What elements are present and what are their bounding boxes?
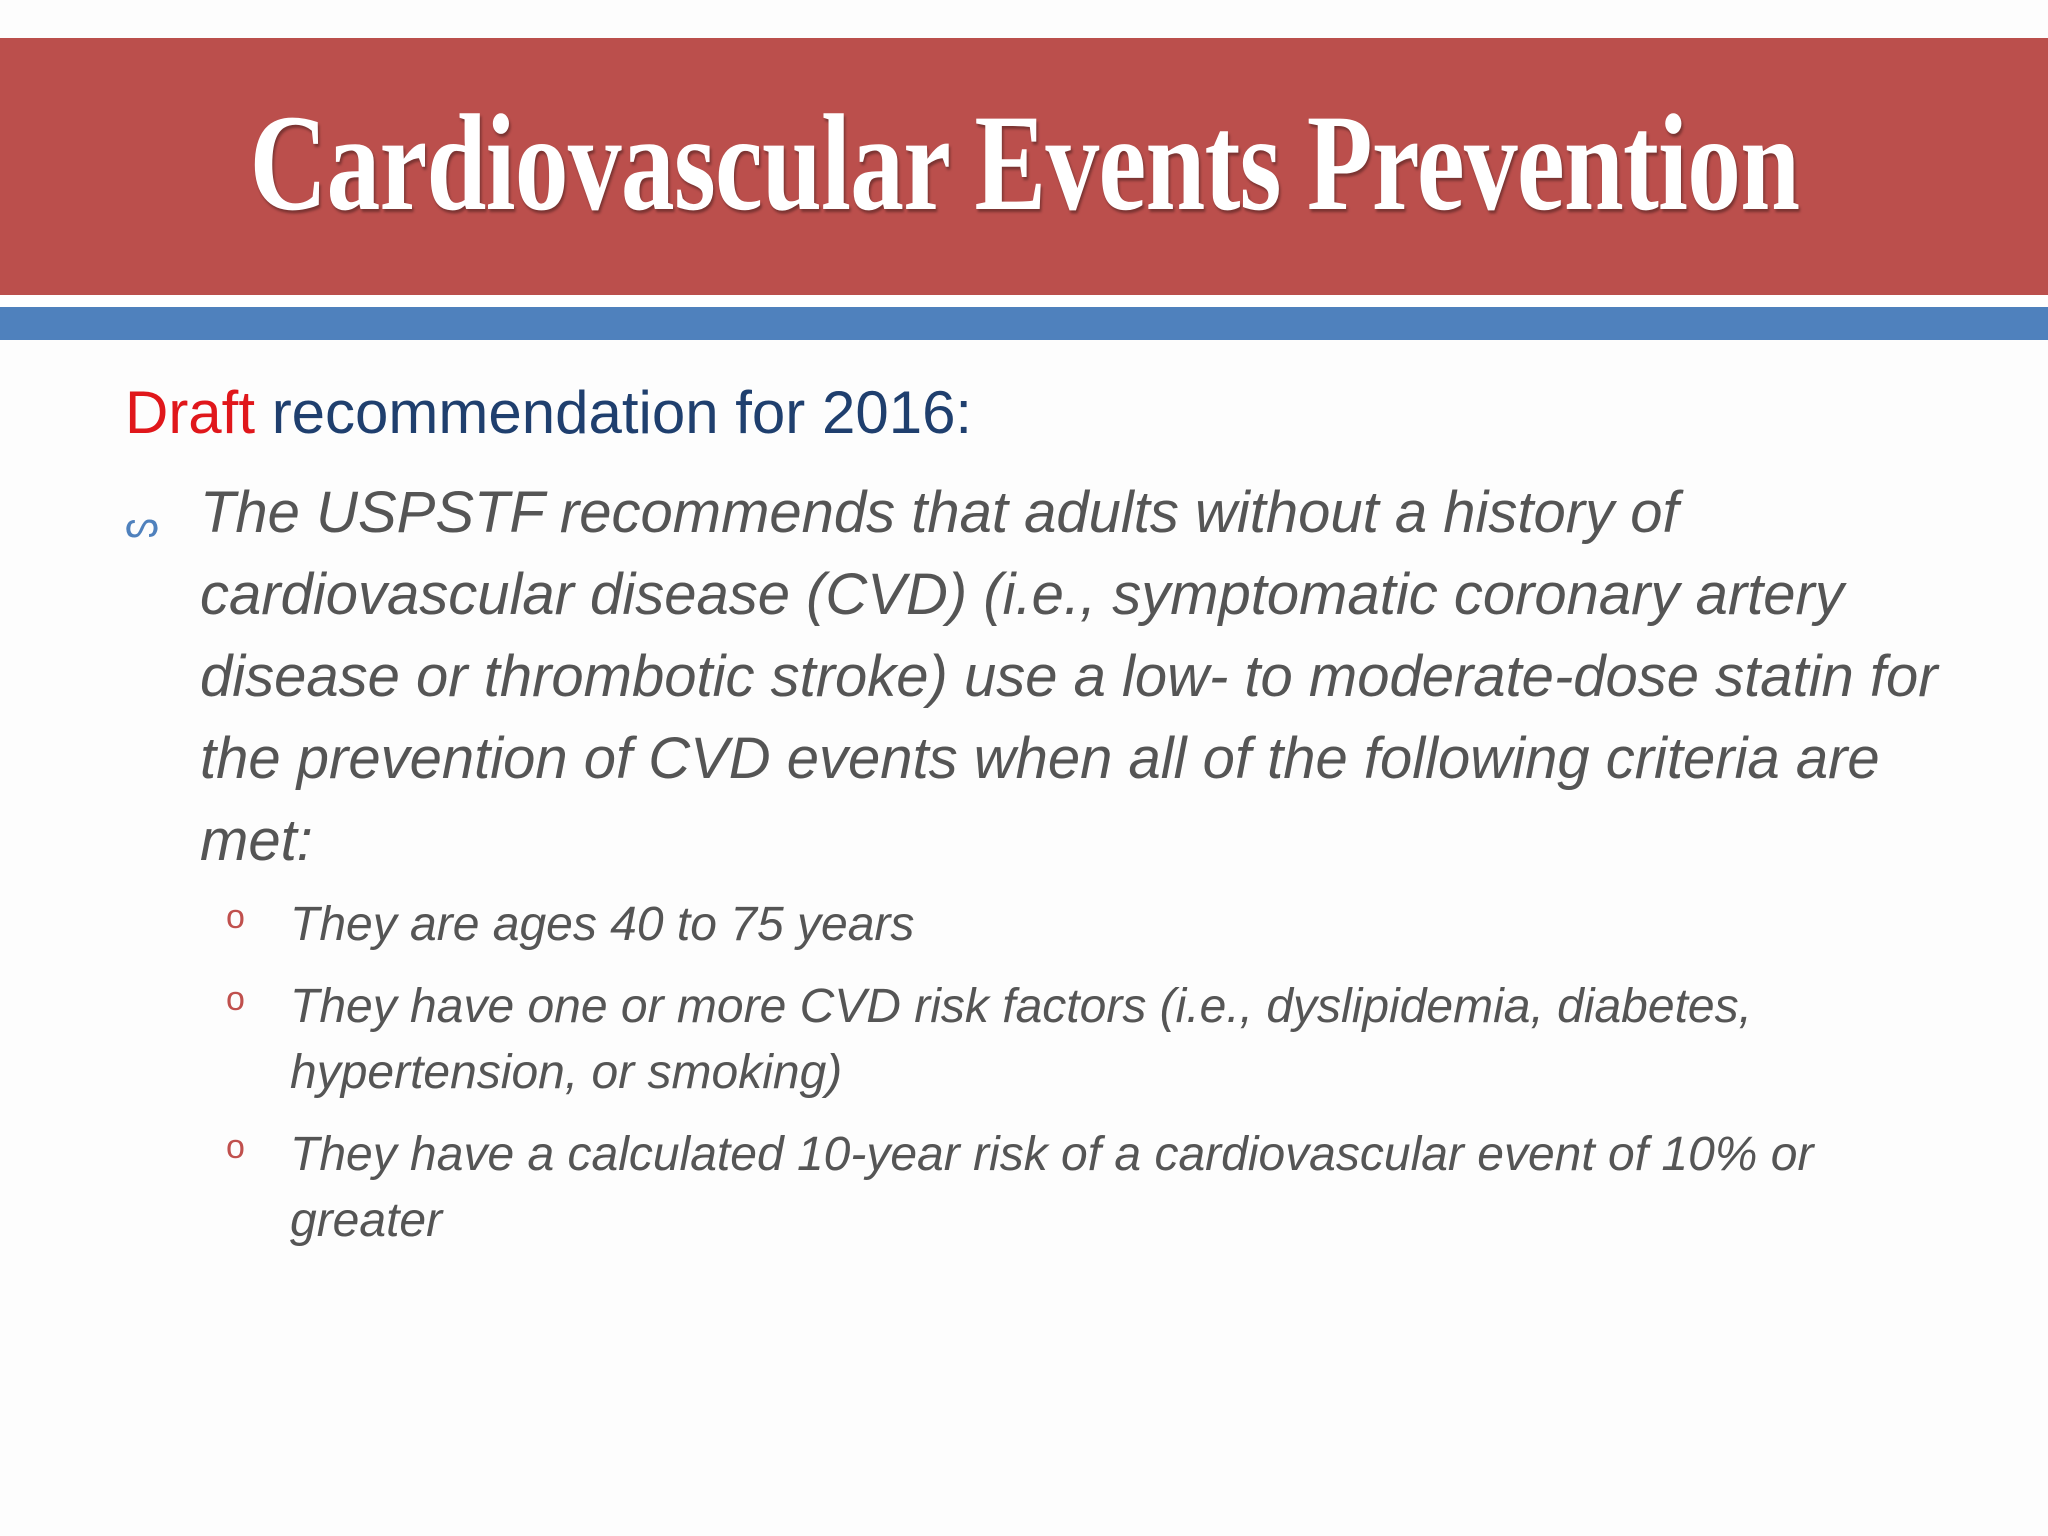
draft-label: Draft <box>125 379 256 446</box>
swirl-bullet-icon: ᔕ <box>125 502 159 546</box>
main-bullet <box>125 472 1945 882</box>
list-item <box>222 892 1962 958</box>
criteria-list <box>222 892 1962 1270</box>
list-item <box>222 974 1962 1106</box>
slide-title: Cardiovascular Events Prevention <box>249 86 1799 239</box>
section-heading <box>125 378 972 447</box>
circle-bullet-icon: o <box>226 1128 245 1166</box>
criteria-text: They have one or more CVD risk factors (i.e., dyslipidemia, diabetes, hypertension, or smoking) <box>290 980 1752 1099</box>
title-band <box>0 38 2048 295</box>
list-item <box>222 1122 1962 1254</box>
criteria-text: They have a calculated 10-year risk of a cardiovascular event of 10% or greater <box>290 1128 1814 1247</box>
accent-band <box>0 307 2048 340</box>
circle-bullet-icon: o <box>226 898 245 936</box>
title-divider-gap <box>0 295 2048 307</box>
heading-rest: recommendation for 2016: <box>255 379 973 446</box>
main-bullet-text: The USPSTF recommends that adults without a history of cardiovascular disease (CVD) (i.e., symptomatic coronary artery disease or thrombotic stroke) use a low- to moderate-dose statin for the prevention of CVD events when all of the following criteria are met: <box>200 480 1938 873</box>
criteria-text: They are ages 40 to 75 years <box>290 898 915 951</box>
circle-bullet-icon: o <box>226 980 245 1018</box>
